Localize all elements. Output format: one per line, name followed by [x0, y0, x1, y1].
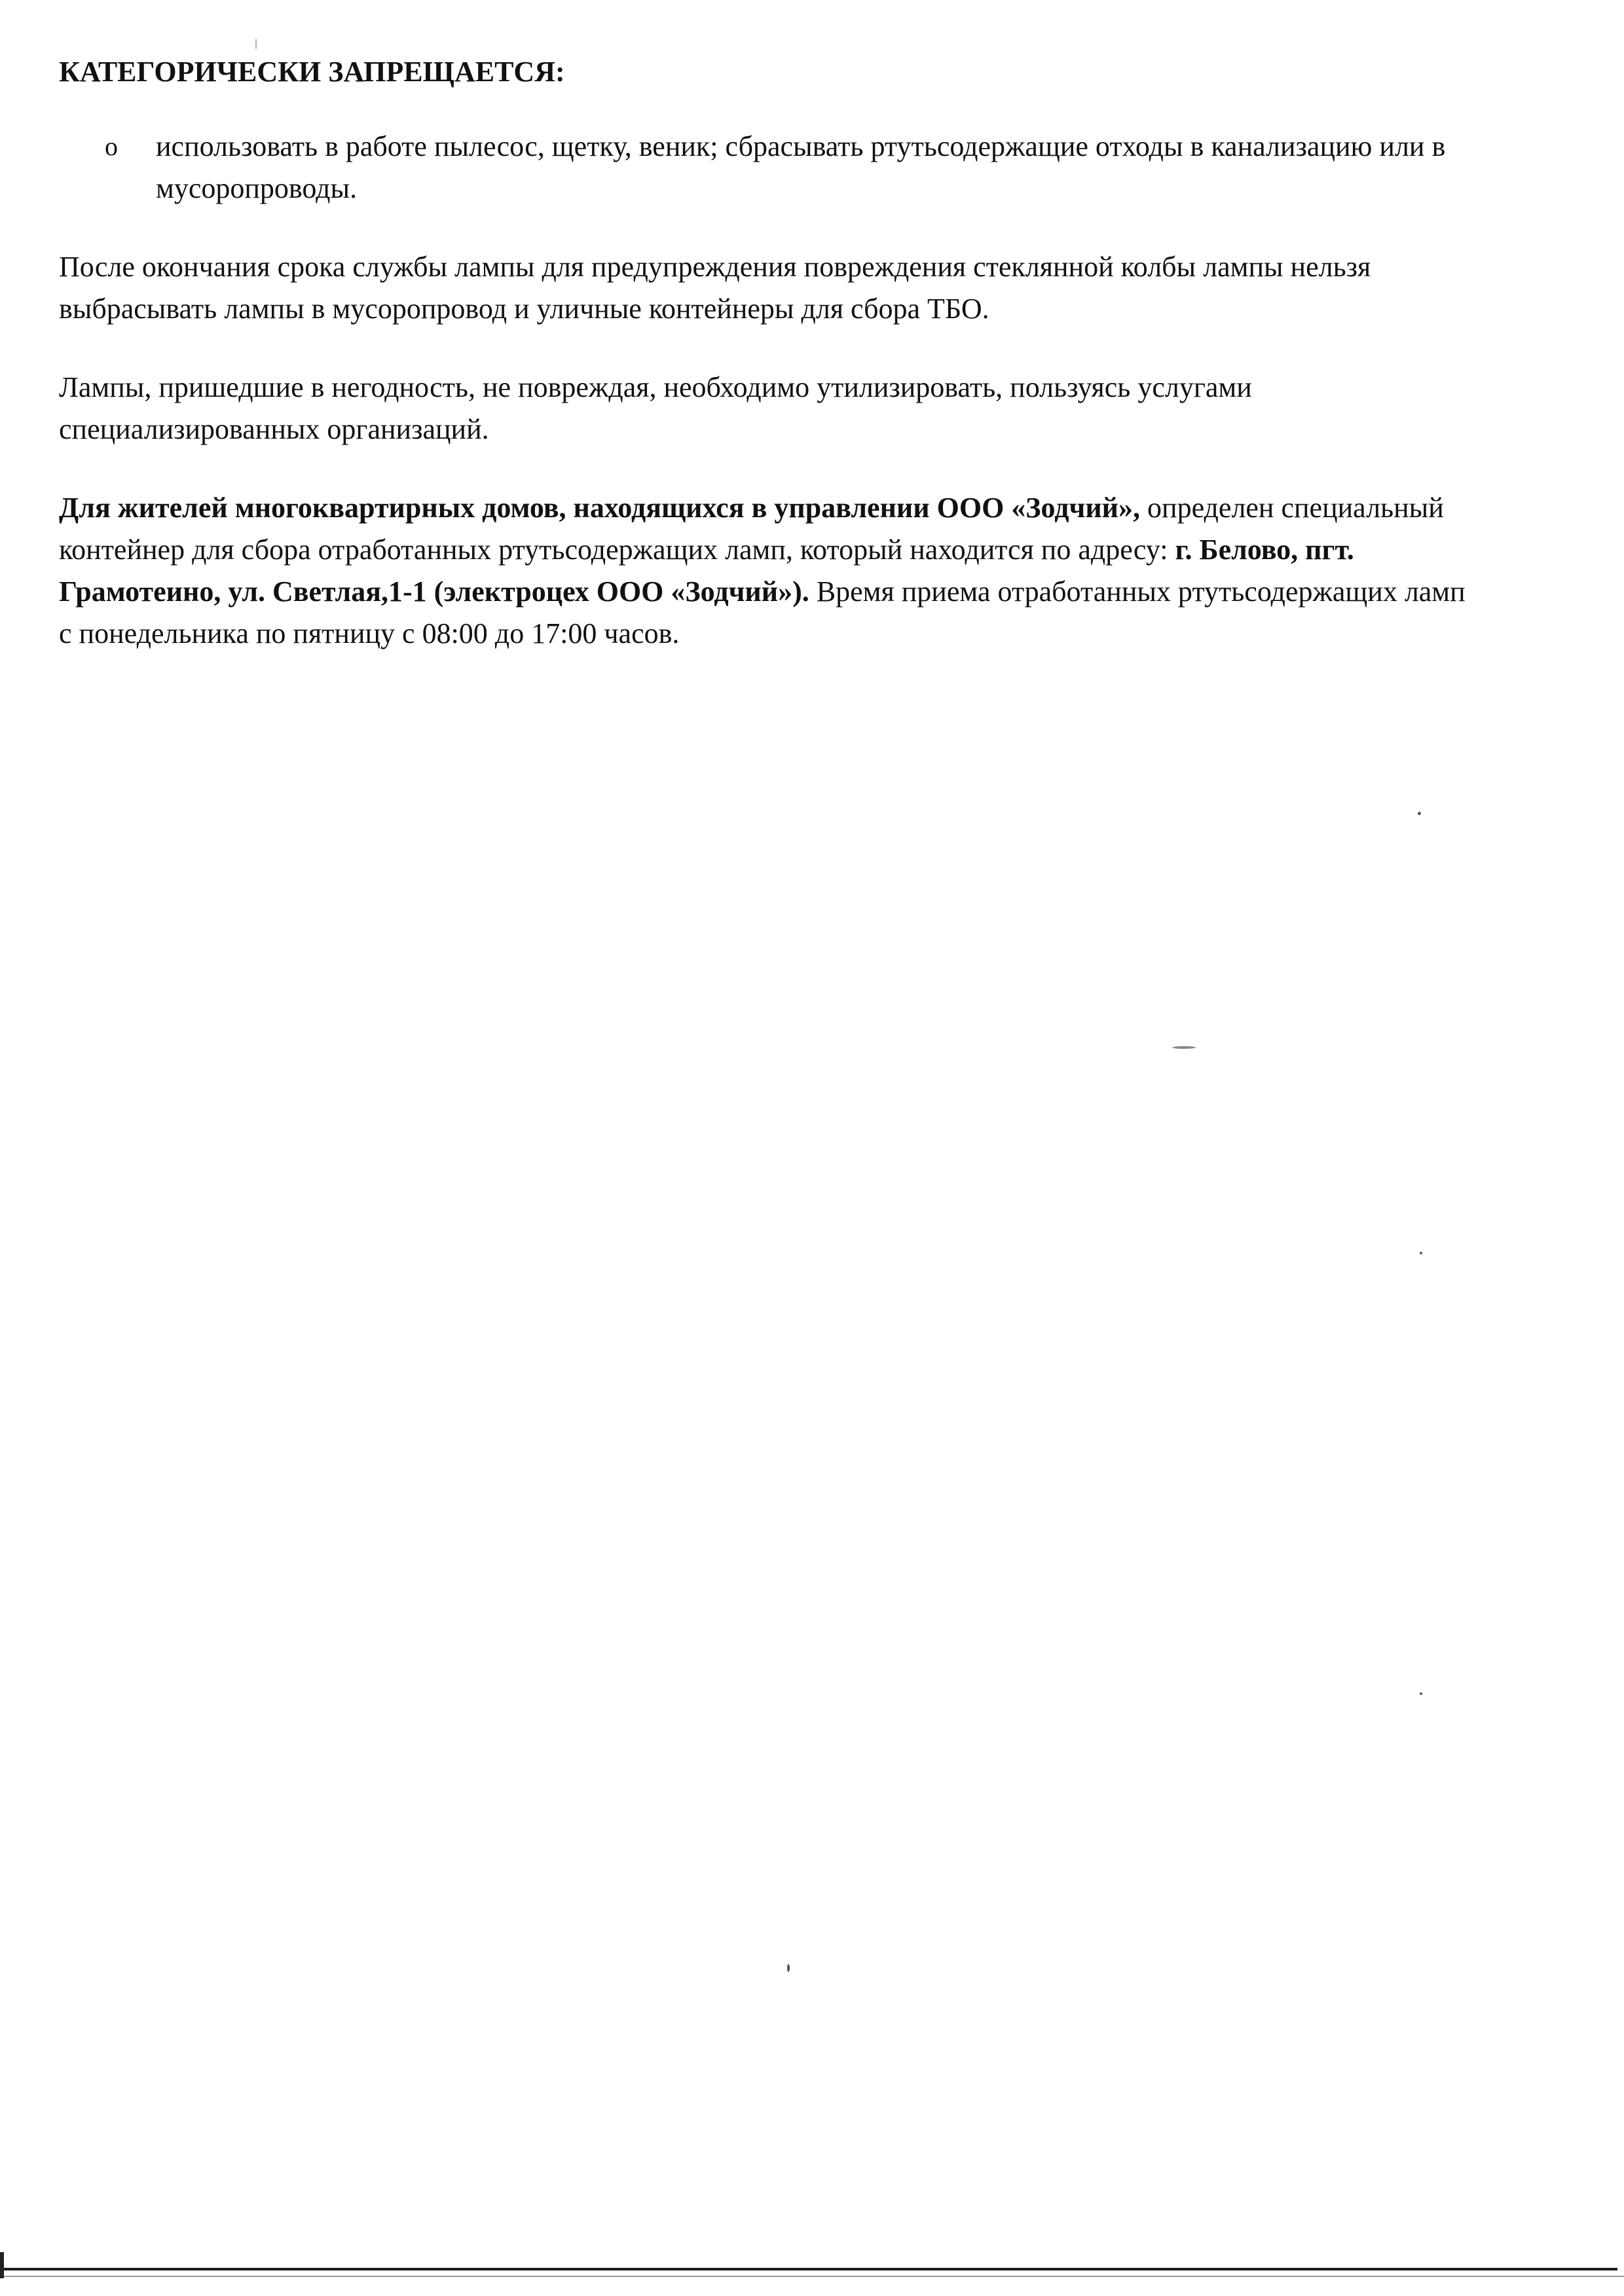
- scan-speck: [1420, 1252, 1422, 1254]
- collection-address: г. Белово, пгт. Грамотеино, ул. Светлая,1-1 (электроцех ООО «Зодчий»).: [59, 534, 1354, 608]
- scan-speck: [787, 1964, 790, 1972]
- scan-edge-line: [0, 2268, 1617, 2270]
- list-item: [59, 126, 1472, 210]
- scan-speck: [1420, 1692, 1422, 1695]
- bullet-marker: o: [105, 132, 118, 161]
- scan-edge-line-secondary: [0, 2276, 1624, 2277]
- list-item-text: использовать в работе пылесос, щетку, веник; сбрасывать ртутьсодержащие отходы в канализацию или в мусоропроводы.: [156, 130, 1446, 204]
- warning-heading: КАТЕГОРИЧЕСКИ ЗАПРЕЩАЕТСЯ:: [59, 56, 565, 88]
- paragraph-collection-point: [59, 487, 1473, 655]
- scan-speck: [1172, 1046, 1196, 1049]
- scan-corner-mark: [0, 2252, 4, 2278]
- paragraph-disposal-warning: После окончания срока службы лампы для предупреждения повреждения стеклянной колбы лампы нельзя выбрасывать лампы в мусоропровод и уличные контейнеры для сбора ТБО.: [59, 251, 1371, 325]
- scan-speck: [1418, 812, 1421, 815]
- document-content: [59, 51, 1473, 691]
- residents-intro: Для жителей многоквартирных домов, находящихся в управлении ООО «Зодчий»,: [59, 492, 1141, 524]
- prohibition-list: [59, 126, 1473, 210]
- reception-hours: Время приема отработанных ртутьсодержащих ламп с понедельника по пятницу с 08:00 до 17:00 часов.: [59, 575, 1466, 649]
- paragraph-recycling: Лампы, пришедшие в негодность, не повреждая, необходимо утилизировать, пользуясь услугами специализированных организаций.: [59, 371, 1252, 445]
- container-description: определен специальный контейнер для сбора отработанных ртутьсодержащих ламп, который находится по адресу:: [59, 492, 1444, 566]
- scan-speck: [255, 38, 257, 50]
